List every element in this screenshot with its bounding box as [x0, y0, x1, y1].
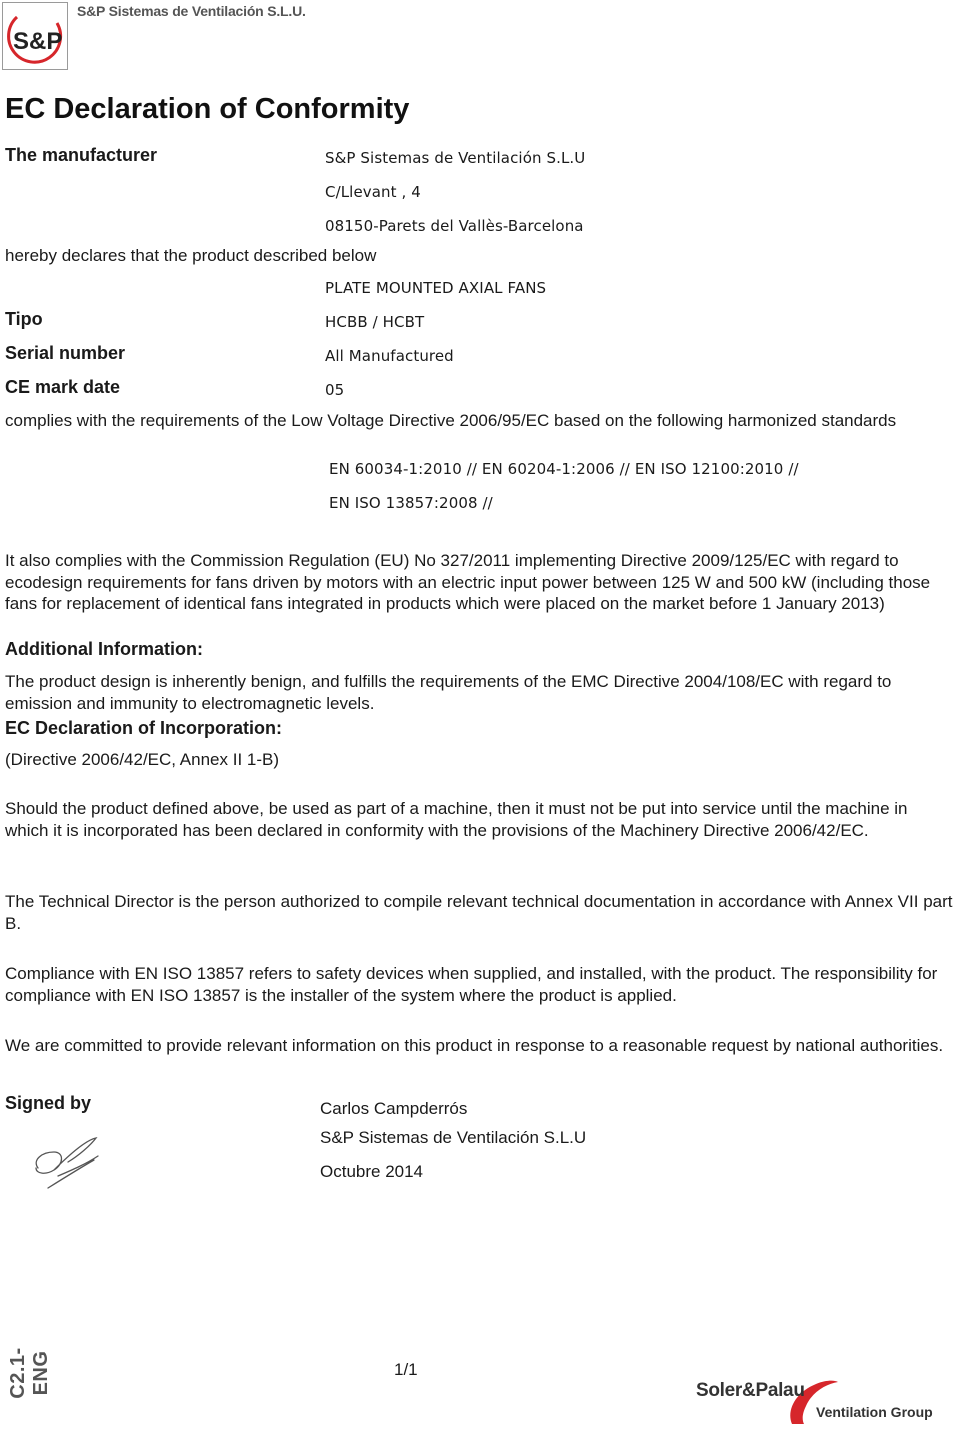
additional-info-text: The product design is inherently benign, and fulfills the requirements of the EMC Directive 2004/108/EC with regard to emission and immunity to electromagnetic levels.: [5, 672, 892, 713]
soler-palau-logo: [696, 1374, 936, 1426]
header-company-name: S&P Sistemas de Ventilación S.L.U.: [77, 3, 306, 19]
sp-logo-text: S&P: [13, 28, 63, 55]
document-code: C2.1-ENG: [7, 1347, 52, 1399]
regulation-paragraph: It also complies with the Commission Regulation (EU) No 327/2011 implementing Directive 2009/125/EC with regard to ecodesign requirements for fans driven by motors with an electric input power between 125 W and 500 kW (including those fans for replacement of identical fans integrated in products which were placed on the market before 1 January 2013): [5, 551, 931, 613]
ce-mark-date-value: 05: [325, 381, 345, 399]
signed-by-label: Signed by: [5, 1093, 92, 1113]
standards-line-1: EN 60034-1:2010 // EN 60204-1:2006 // EN ISO 12100:2010 //: [329, 460, 799, 478]
sp-logo-mark-icon: [3, 3, 67, 69]
manufacturer-address2: 08150-Parets del Vallès-Barcelona: [325, 217, 584, 235]
ce-mark-date-label: CE mark date: [5, 377, 121, 397]
page-title: EC Declaration of Conformity: [5, 93, 410, 125]
declares-text: hereby declares that the product described below: [5, 246, 377, 265]
sp-logo: [2, 2, 68, 70]
signature-date: Octubre 2014: [320, 1162, 424, 1181]
page-number: 1/1: [394, 1360, 418, 1379]
serial-number-label: Serial number: [5, 343, 126, 363]
manufacturer-address1: C/Llevant , 4: [325, 183, 421, 201]
group-subtitle: Ventilation Group: [816, 1404, 933, 1420]
manufacturer-label: The manufacturer: [5, 145, 158, 165]
serial-number-value: All Manufactured: [325, 347, 454, 365]
manufacturer-name: S&P Sistemas de Ventilación S.L.U: [325, 149, 586, 167]
group-name: Soler&Palau: [696, 1380, 805, 1401]
signer-company: S&P Sistemas de Ventilación S.L.U: [320, 1128, 587, 1147]
compliance-paragraph: Compliance with EN ISO 13857 refers to safety devices when supplied, and installed, with the product. The responsibility for compliance with EN ISO 13857 is the installer of the system where the product is applied.: [5, 964, 938, 1005]
additional-info-heading: Additional Information:: [5, 639, 203, 659]
signer-name: Carlos Campderrós: [320, 1099, 468, 1118]
complies-paragraph: complies with the requirements of the Low Voltage Directive 2006/95/EC based on the following harmonized standards: [5, 411, 897, 430]
signature-icon: [28, 1130, 108, 1192]
handwritten-signature: [28, 1130, 108, 1197]
committed-paragraph: We are committed to provide relevant information on this product in response to a reasonable request by national authorities.: [5, 1036, 944, 1055]
technical-director-paragraph: The Technical Director is the person authorized to compile relevant technical documentation in accordance with Annex VII part B.: [5, 892, 953, 933]
incorporation-directive: (Directive 2006/42/EC, Annex II 1-B): [5, 750, 280, 769]
tipo-label: Tipo: [5, 309, 43, 329]
incorporation-heading: EC Declaration of Incorporation:: [5, 718, 283, 738]
product-name: PLATE MOUNTED AXIAL FANS: [325, 279, 547, 297]
machine-paragraph: Should the product defined above, be used as part of a machine, then it must not be put into service until the machine in which it is incorporated has been declared in conformity with the provisions of the Machinery Directive 2006/42/EC.: [5, 799, 908, 840]
tipo-value: HCBB / HCBT: [325, 313, 425, 331]
standards-line-2: EN ISO 13857:2008 //: [329, 494, 493, 512]
